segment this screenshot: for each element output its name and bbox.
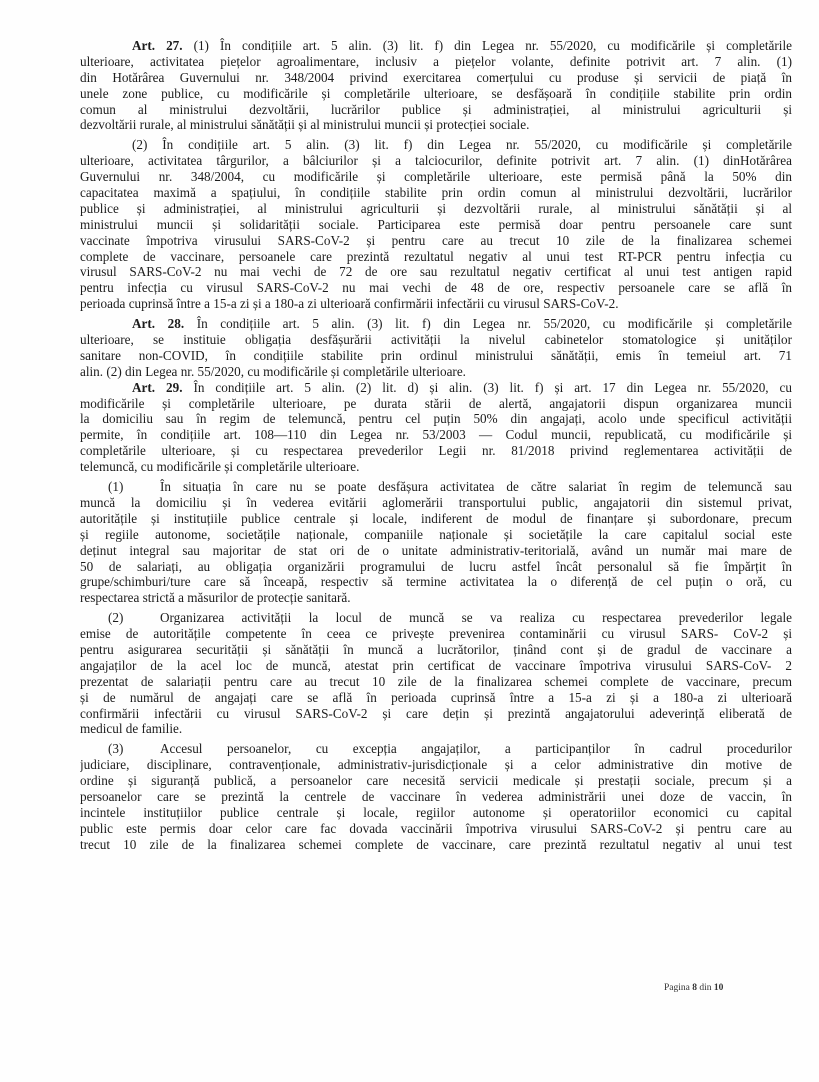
art27-line: Art. 27. (1) În condițiile art. 5 alin. (3) lit. f) din Legea nr. 55/2020, cu modificările și completările (132, 38, 792, 53)
art27-para2-line: ministrului muncii și solidarității sociale. Participarea este permisă doar pentru persoanele care sunt (80, 216, 792, 232)
art29-p1-line: autoritățile și instituțiile publice centrale și locale, indiferent de modul de finanțare și subordonare, precum (80, 510, 792, 526)
art27-para2-line: vaccinate împotriva virusului SARS-CoV-2 și pentru care au trecut 10 zile de la finalizarea schemei (80, 232, 792, 248)
art29-p2-line: pentru asigurarea securității și sănătății în muncă a lucrătorilor, ținând cont și de gradul de vaccinare a (80, 641, 792, 657)
art29-p1-line: și regiile autonome, societățile naționale, companiile naționale și societățile la care capitalul social este (80, 526, 792, 542)
art29-p3-line: (3) Accesul persoanelor, cu excepția angajaților, a participanților în cadrul procedurilor (108, 741, 792, 757)
page-number-footer (664, 983, 723, 993)
art27-line: comun al ministrului dezvoltării, lucrărilor publice și administrației, al ministrului agriculturii și (80, 101, 792, 117)
page-total: 10 (713, 983, 724, 993)
art29-p3-line: ordine și siguranță publică, a persoanelor care necesită servicii medicale și prestații sociale, precum și a (80, 773, 792, 789)
art29-line: telemuncă, cu modificările și completările ulterioare. (80, 459, 360, 475)
art29-p2-line: confirmării infectării cu virusul SARS-CoV-2 și care dețin și prezintă angajatorului adeverință eliberată de (80, 705, 792, 721)
article-label: Art. 28. (132, 316, 185, 332)
art29-line: permite, în condițiile art. 108—110 din Legea nr. 53/2003 — Codul muncii, republicată, cu modificările și (80, 427, 792, 443)
art29-p2-line: emise de autoritățile competente în ceea ce privește prevenirea contaminării cu virusul SARS- CoV-2 și (80, 626, 792, 642)
art27-para2-line: Guvernului nr. 348/2004, cu modificările și completările ulterioare, este permisă până la 50% din (80, 169, 792, 185)
art29-p1-line: grupe/schimburi/ture care să înceapă, respectiv să termine activitatea la o diferență de cel puțin o oră, cu (80, 574, 792, 590)
art29-p3-line: trecut 10 zile de la finalizarea schemei complete de vaccinare, care prezintă rezultatul negativ al unui test (80, 836, 792, 852)
art28-line: ulterioare, se instituie obligația desfășurării activității la nivelul cabinetelor stomatologice și unităților (80, 332, 792, 348)
art29-p1-line: (1) În situația în care nu se poate desfășura activitatea de către salariat în regim de telemuncă sau (108, 479, 792, 495)
art29-p1-line: muncă la domiciliu și în vederea evitării aglomerării transportului public, angajatorii din sistemul privat, (80, 494, 792, 510)
art29-line: modificările și completările ulterioare, pe durata stării de alertă, angajatorii dispun organizarea muncii (80, 395, 792, 411)
art29-p2-line: prezentat de salariații pentru care au trecut 10 zile de la finalizarea schemei complete de vaccinare, precum (80, 673, 792, 689)
paragraph-number: (1) (108, 479, 124, 495)
art28-line: Art. 28. În condițiile art. 5 alin. (3) lit. f) din Legea nr. 55/2020, cu modificările și completările (132, 316, 792, 332)
art29-p2-line: (2) Organizarea activității la locul de muncă se va realiza cu respectarea prevederilor legale (108, 610, 792, 626)
art27-para2-line: ulterioare, activitatea târgurilor, a bâlciurilor și a talciocurilor, definite potrivit art. 7 alin. (1) dinHotărârea (80, 153, 792, 169)
art29-p3-line: persoanelor care se prezintă la centrele de vaccinare în vederea administrării unei doze de vaccin, în (80, 788, 792, 804)
art27-para2-line: perioada cuprinsă între a 15-a zi și a 180-a zi ulterioară confirmării infectării cu virusul SARS-CoV-2. (80, 296, 619, 312)
document-body (80, 38, 792, 853)
art28-line: alin. (2) din Legea nr. 55/2020, cu modificările și completările ulterioare. (80, 363, 466, 379)
art28-line: sanitare non-COVID, în condițiile stabilite prin ordinul ministrului sănătății, emis în temeiul art. 71 (80, 347, 792, 363)
art29-line: completările ulterioare, și cu respectarea prevederilor Legii nr. 81/2018 privind reglementarea activității de (80, 443, 792, 459)
art29-p3-line: incintele instituțiilor publice centrale și locale, regiilor autonome și operatoriilor economici cu capital (80, 804, 792, 820)
art27-para2-line: publice și administrației, al ministrului agriculturii și dezvoltării rurale, al ministrului sănătății și al (80, 200, 792, 216)
art27-para2-line: complete de vaccinare, persoanele care prezintă rezultatul negativ al unui test RT-PCR pentru infecția cu (80, 248, 792, 264)
article-label: Art. 27. (132, 38, 183, 53)
page-word: Pagina (664, 983, 690, 993)
art27-para2-line: capacitatea maximă a spațiului, în condițiile stabilite prin ordin comun al ministrului dezvoltării, lucrărilor (80, 185, 792, 201)
art29-p1-line: deținut integral sau majoritar de stat ori de o unitate administrativ-teritorială, având un număr mai mare de (80, 542, 792, 558)
article-label: Art. 29. (132, 379, 183, 395)
art29-p3-line: judiciare, disciplinare, contravenționale, administrativ-jurisdicționale și a celor administrative din motive de (80, 757, 792, 773)
art27-para2-line: (2) În condițiile art. 5 alin. (3) lit. f) din Legea nr. 55/2020, cu modificările și completările (132, 137, 792, 153)
art29-p2-line: și de numărul de angajați care se află în perioada cuprinsă între a 15-a zi și a 180-a zi ulterioară (80, 689, 792, 705)
of-word: din (699, 983, 712, 993)
art27-line: din Hotărârea Guvernului nr. 348/2004 privind exercitarea comerțului cu produse și servicii de piață în (80, 69, 792, 85)
art29-p3-line: public este permis doar celor care fac dovada vaccinării împotriva virusului SARS-CoV-2 și pentru care au (80, 820, 792, 836)
art27-line: dezvoltării rurale, al ministrului sănătății și al ministrului muncii și protecției sociale. (80, 117, 530, 133)
art29-p1-line: respectarea strictă a măsurilor de protecție sanitară. (80, 590, 351, 606)
art29-p1-line: 50 de salariați, au obligația organizării programului de lucru astfel încât personalul să fie împărțit în (80, 558, 792, 574)
art29-line: Art. 29. În condițiile art. 5 alin. (2) lit. d) și alin. (3) lit. f) și art. 17 din Legea nr. 55/2020, cu (132, 379, 792, 395)
art27-line: unele zone publice, cu modificările și completările ulterioare, se desfășoară în condițiile stabilite prin ordin (80, 85, 792, 101)
art27-para2-line: virusul SARS-CoV-2 nu mai vechi de 72 de ore sau rezultatul negativ certificat al unui test antigen rapid (80, 264, 792, 280)
art27-para2-line: pentru infecția cu virusul SARS-CoV-2 nu mai vechi de 48 de ore, respectiv persoanele care se află în (80, 280, 792, 296)
art29-p2-line: angajaților de la acel loc de muncă, atestat prin certificat de vaccinare împotriva virusului SARS-CoV- 2 (80, 657, 792, 673)
art27-line: ulterioare, activitatea piețelor agroalimentare, inclusiv a piețelor volante, definite potrivit art. 7 alin. (1) (80, 53, 792, 69)
paragraph-number: (3) (108, 741, 124, 757)
paragraph-number: (2) (108, 610, 124, 626)
page-current: 8 (692, 983, 697, 993)
art29-p2-line: medicul de familie. (80, 721, 183, 737)
art29-line: la domiciliu sau în regim de telemuncă, pentru cel puțin 50% din angajați, acolo unde specificul activității (80, 411, 792, 427)
